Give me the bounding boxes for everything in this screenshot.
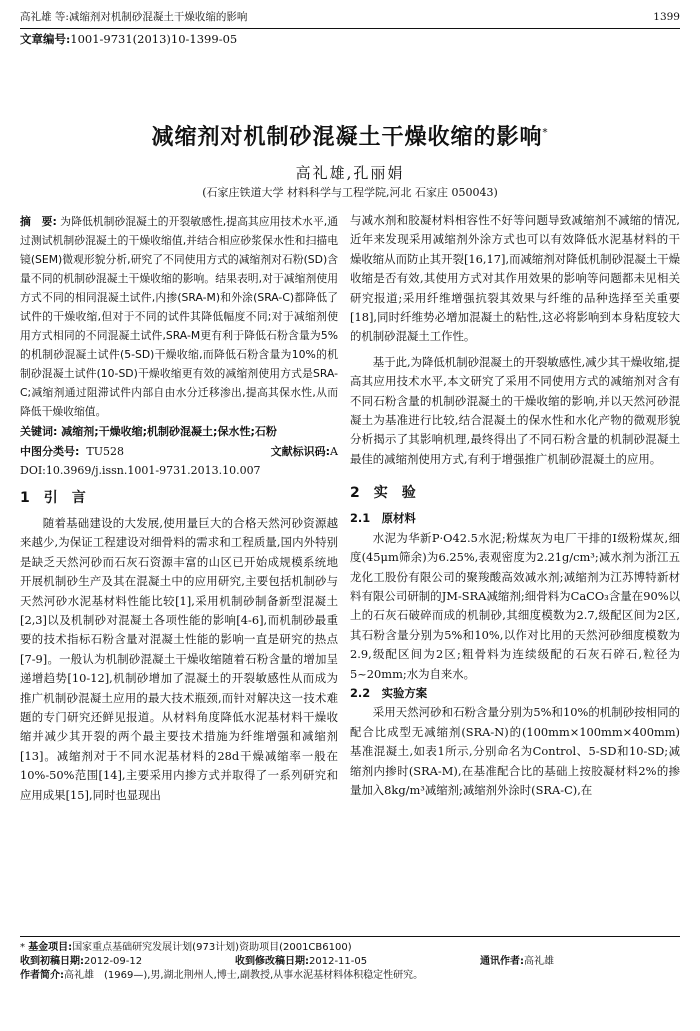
corresponding-value: 高礼雄 (524, 956, 554, 967)
section-1-heading: 1 引 言 (20, 490, 86, 506)
paper-title (0, 120, 700, 151)
doc-code-label: 文献标识码: (270, 445, 331, 458)
abstract (20, 212, 338, 421)
keywords (20, 422, 338, 441)
abstract-text: 为降低机制砂混凝土的开裂敏感性,提高其应用技术水平,通过测试机制砂混凝土的干燥收缩值,并结合相应砂浆保水性和扫描电镜(SEM)微观形貌分析,研究了不同使用方式的减缩剂对石粉(SD)含量不同的机制砂混凝土干燥收缩的影响。结果表明,对于减缩剂使用方式不同的相同混凝土试件,内掺(SRA-M)和外涂(SRA-C)都降低了试件的干燥收缩,但对于不同的试件其降低幅度不同;对于减缩剂使用方式相同的不同混凝土试件,SRA-M更有利于降低石粉含量为5%的机制砂混凝土试件(5-SD)干燥收缩,而降低石粉含量为10%的机制砂混凝土试件(10-SD)干燥收缩更有效的减缩剂使用方式是SRA-C;减缩剂通过阻滞试件内部自由水分迁移渗出,提高其保水性,从而降低干燥收缩值。 (20, 215, 338, 418)
running-header (20, 8, 680, 29)
revised-label: 收到修改稿日期: (235, 956, 309, 967)
clc-label: 中图分类号: (20, 445, 80, 458)
article-number (20, 31, 237, 47)
received-label: 收到初稿日期: (20, 956, 84, 967)
bio-text: 高礼雄 (1969—),男,湖北荆州人,博士,副教授,从事水泥基材料体积稳定性研究。 (64, 970, 424, 981)
subsection-2-1-heading: 2.1 原材料 (350, 511, 416, 526)
right-column (350, 211, 680, 800)
affiliation: (石家庄铁道大学 材料科学与工程学院,河北 石家庄 050043) (202, 186, 498, 199)
running-title: 高礼雄 等:减缩剂对机制砂混凝土干燥收缩的影响 (20, 11, 248, 23)
fund-text: 国家重点基础研究发展计划(973计划)资助项目(2001CB6100) (72, 942, 352, 953)
article-number-label: 文章编号: (20, 32, 71, 46)
left-column (20, 212, 338, 805)
paper-title-text: 减缩剂对机制砂混凝土干燥收缩的影响 (151, 124, 543, 150)
page-number: 1399 (653, 11, 680, 23)
keywords-label: 关键词: (20, 425, 58, 438)
scheme-paragraph: 采用天然河砂和石粉含量分别为5%和10%的机制砂按相同的配合比成型无减缩剂(SRA-N)的(100mm×100mm×400mm)基准混凝土,如表1所示,分别命名为Control、5-SD和10-SD;减缩剂内掺时(SRA-M),在基准配合比的基础上按胶凝材料2%的掺量加入8kg/m³减缩剂;减缩剂外涂时(SRA-C),在 (350, 705, 680, 797)
section-1-paragraph: 随着基础建设的大发展,使用量巨大的合格天然河砂资源越来越少,为保证工程建设对细骨料的需求和工程质量,国内外特别是缺乏天然河砂而石灰石资源丰富的山区已开始成规模系统地开展机制砂生产及其在混凝土中的应用研究,主要包括机制砂与天然河砂水泥基材料性能比较[1],采用机制砂制备新型混凝土[2,3]以及机制砂对混凝土各项性能的影响[4-6],而机制砂最重要的技术指标石粉含量对混凝土性能的影响一直是研究的热点[7-9]。一般认为机制砂混凝土干燥收缩随着石粉含量的增加呈递增趋势[10-12],机制砂增加了混凝土的开裂敏感性从而成为推广机制砂混凝土应用的最大技术瓶颈,而针对解决这一技术难题的专门研究还鲜见报道。从材料角度降低水泥基材料干燥收缩并减少其开裂的两个最主要技术措施为纤维增强和减缩剂[13]。减缩剂对于不同水泥基材料的28d干燥减缩率一般在10%-50%范围[14],主要采用内掺方式并取得了一系列研究和应用成果[15],同时也显现出 (20, 516, 338, 802)
corresponding-label: 通讯作者: (480, 956, 524, 967)
doc-code-value: A (330, 445, 338, 458)
footnote (20, 936, 680, 983)
authors: 高礼雄,孔丽娟 (295, 164, 405, 182)
fund-line: * 基金项目:国家重点基础研究发展计划(973计划)资助项目(2001CB6100) (20, 942, 352, 953)
keywords-text: 减缩剂;干燥收缩;机制砂混凝土;保水性;石粉 (61, 425, 277, 438)
title-footnote-mark: * (542, 127, 549, 139)
bio-label: 作者简介: (20, 970, 64, 981)
clc-value: TU528 (86, 445, 125, 458)
intro-paragraph-2: 基于此,为降低机制砂混凝土的开裂敏感性,减少其干燥收缩,提高其应用技术水平,本文研究了采用不同使用方式的减缩剂对含有不同石粉含量的机制砂混凝土的干燥收缩的影响,并以天然河砂混凝土为基准进行比较,结合混凝土的保水性和水化产物的微观形貌分析揭示了其影响机理,最终得出了不同石粉含量的机制砂混凝土最佳的减缩剂使用方式,有利于增强推广机制砂混凝土的应用。 (350, 354, 680, 466)
revised-value: 2012-11-05 (309, 956, 368, 967)
materials-paragraph: 水泥为华新P·O42.5水泥;粉煤灰为电厂干排的Ⅰ级粉煤灰,细度(45μm筛余)为6.25%,表观密度为2.21g/cm³;减水剂为浙江五龙化工股份有限公司的聚羧酸高效减水剂;减缩剂为江苏博特新材料有限公司研制的JM-SRA减缩剂;细骨料为CaCO₃含量在90%以上的石灰石破碎而成的机制砂,其细度模数为2.7,级配区间为2区,其石粉含量分别为5%和10%,以作对比用的天然河砂细度模数为2.9,级配区间为2区;粗骨料为连续级配的石灰石碎石,粒径为5~20mm;水为自来水。 (350, 530, 680, 681)
doi: DOI:10.3969/j.issn.1001-9731.2013.10.007 (20, 464, 261, 477)
section-2-heading: 2 实 验 (350, 485, 416, 502)
classification-row (20, 442, 338, 461)
bio-line (20, 969, 680, 983)
article-number-value: 1001-9731(2013)10-1399-05 (70, 32, 238, 46)
dates-line (20, 955, 680, 969)
abstract-label: 摘 要: (20, 215, 57, 228)
fund-label: 基金项目: (28, 942, 73, 953)
subsection-2-2-heading: 2.2 实验方案 (350, 685, 428, 700)
intro-continued-paragraph: 与减水剂和胶凝材料相容性不好等问题导致减缩剂不减缩的情况,近年来发现采用减缩剂外涂方式也可以有效降低水泥基材料的干燥收缩从而防止其开裂[16,17],而减缩剂对降低机制砂混凝土干燥收缩是否有效,其使用方式对其作用效果的影响等问题都未见相关研究报道;采用纤维增强抗裂其效果与纤维的品种选择至关重要[18],同时纤维势必增加混凝土的粘性,这必将影响到本身粘度较大的机制砂混凝土工作性。 (350, 213, 680, 344)
received-value: 2012-09-12 (84, 956, 143, 967)
